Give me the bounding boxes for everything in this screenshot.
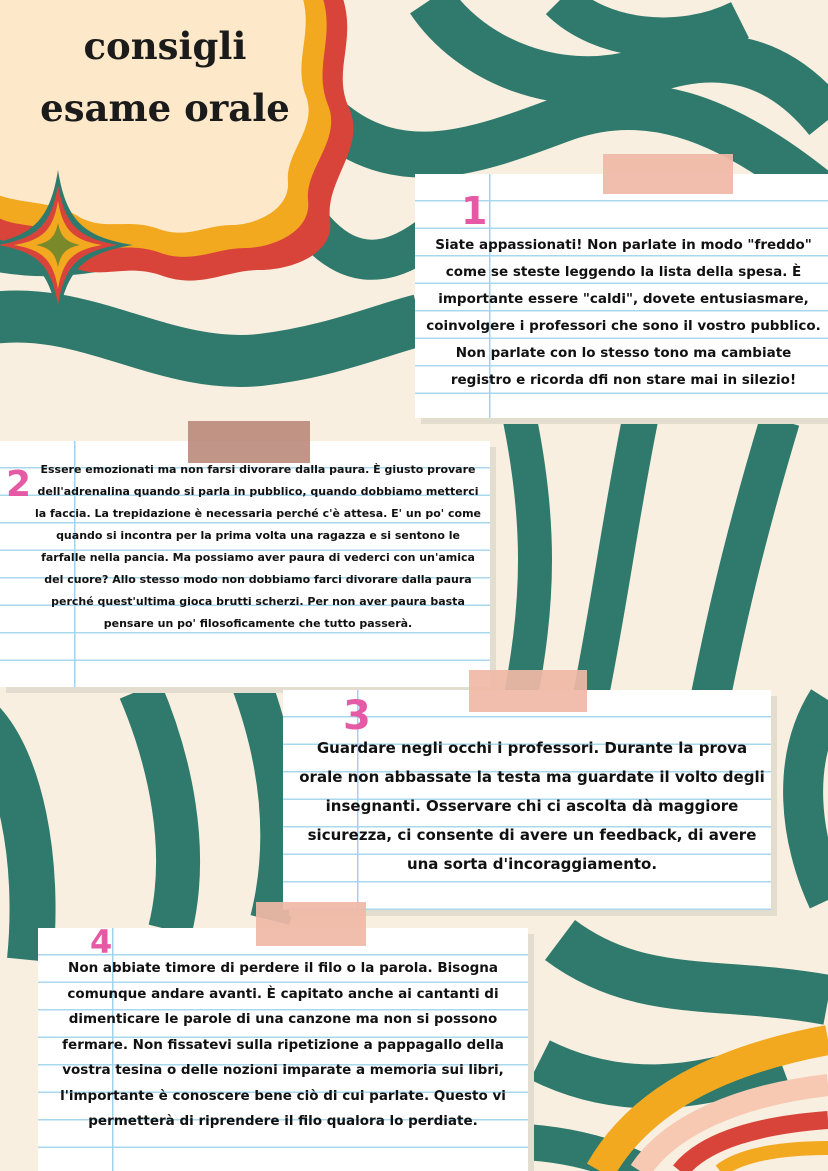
tape bbox=[603, 154, 733, 194]
title-line-1: consigli bbox=[83, 24, 247, 68]
tip-text-1: Siate appassionati! Non parlate in modo "freddo" come se steste leggendo la lista della spesa. È importante essere "caldi", dovete entusiasmare, coinvolgere i professori che sono il vostro pubblico. Non parlate con lo stesso tono ma cambiate registro e ricorda dfi non stare mai in silezio! bbox=[426, 237, 821, 388]
tip-text-2: Essere emozionati ma non farsi divorare dalla paura. È giusto provare dell'adrenalina quando si parla in pubblico, quando dobbiamo metterci la faccia. La trepidazione è necessaria perché c'è attesa. E' un po' come quando si incontra per la prima volta una ragazza e si sentono le farfalle nella pancia. Ma possiamo aver paura di vederci con un'amica del cuore? Allo stesso modo non dobbiamo farci divorare dalla paura perché quest'ultima gioca brutti scherzi. Per non aver paura basta pensare un po' filosoficamente che tutto passerà. bbox=[35, 463, 481, 630]
tip-number-3: 3 bbox=[343, 693, 371, 739]
tip-number-4: 4 bbox=[90, 923, 113, 961]
tape bbox=[256, 902, 366, 946]
tip-card-4 bbox=[38, 923, 528, 1171]
tip-number-2: 2 bbox=[6, 464, 32, 505]
tape bbox=[188, 421, 310, 463]
tip-text-3: Guardare negli occhi i professori. Durante la prova orale non abbassate la testa ma guardate il volto degli insegnanti. Osservare chi ci ascolta dà maggiore sicurezza, ci consente di avere un feedback, di avere una sorta d'incoraggiamento. bbox=[299, 739, 765, 873]
page-title bbox=[0, 15, 330, 139]
title-line-2: esame orale bbox=[40, 86, 290, 130]
tip-card-3 bbox=[283, 690, 771, 910]
tape bbox=[469, 670, 587, 712]
tip-text-4: Non abbiate timore di perdere il filo o la parola. Bisogna comunque andare avanti. È capitato anche ai cantanti di dimenticare le parole di una canzone ma non si possono fermare. Non fissatevi sulla ripetizione a pappagallo della vostra tesina o delle nozioni imparate a memoria sui libri, l'importante è conoscere bene ciò di cui parlate. Questo vi permetterà di riprendere il filo qualora lo perdiate. bbox=[60, 960, 506, 1129]
tip-card-2 bbox=[0, 441, 490, 687]
tip-number-1: 1 bbox=[461, 189, 488, 233]
tip-card-1 bbox=[415, 174, 828, 418]
